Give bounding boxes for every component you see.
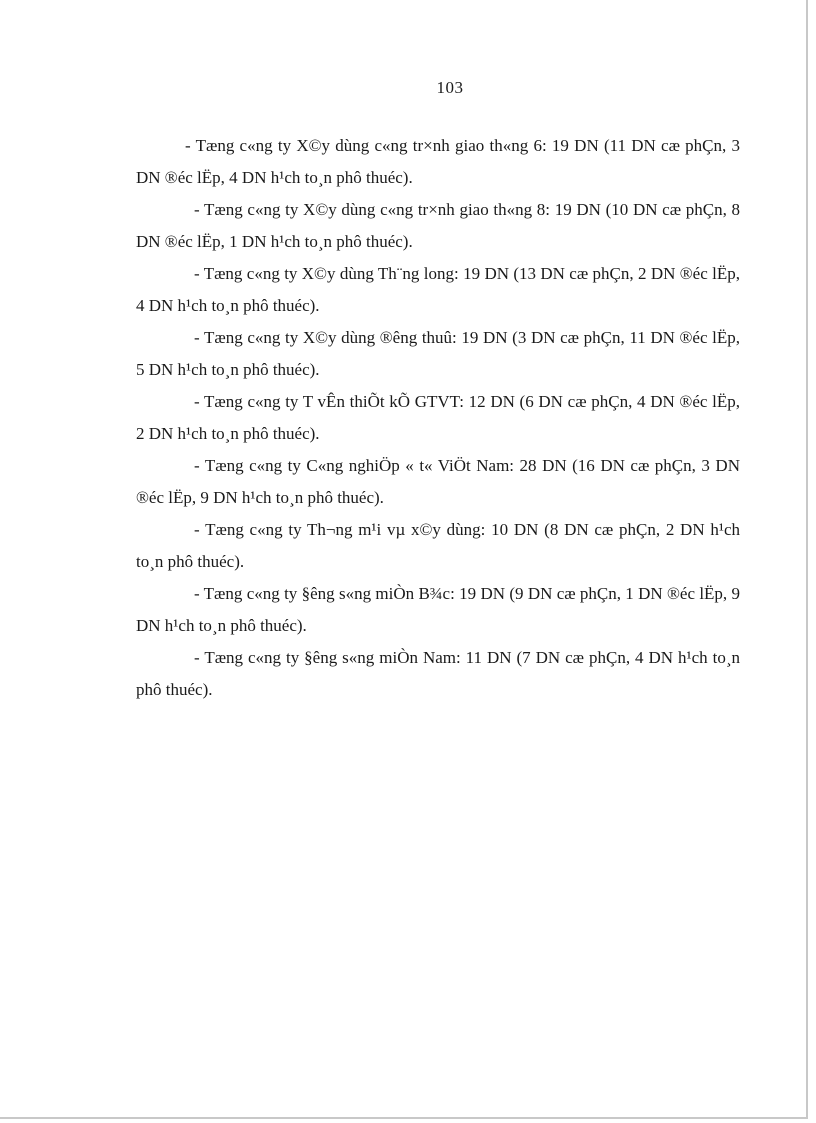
- paragraph-corporation-2: - Tæng c«ng ty X©y dùng c«ng tr×nh giao th«ng 8: 19 DN (10 DN cæ phÇn, 8 DN ®éc lËp, 1 DN h¹ch to¸n phô thuéc).: [136, 200, 740, 251]
- paragraph-corporation-7: - Tæng c«ng ty Th¬ng m¹i vµ x©y dùng: 10 DN (8 DN cæ phÇn, 2 DN h¹ch to¸n phô thuéc).: [136, 520, 740, 571]
- paragraph-corporation-9: - Tæng c«ng ty §êng s«ng miÒn Nam: 11 DN (7 DN cæ phÇn, 4 DN h¹ch to¸n phô thuéc).: [136, 648, 740, 699]
- paragraph-corporation-6: - Tæng c«ng ty C«ng nghiÖp « t« ViÖt Nam: 28 DN (16 DN cæ phÇn, 3 DN ®éc lËp, 9 DN h¹ch to¸n phô thuéc).: [136, 456, 740, 507]
- paragraph-corporation-4: - Tæng c«ng ty X©y dùng ®êng thuû: 19 DN (3 DN cæ phÇn, 11 DN ®éc lËp, 5 DN h¹ch to¸n phô thuéc).: [136, 328, 740, 379]
- page-number: 103: [436, 78, 464, 97]
- document-body: [136, 130, 740, 706]
- paragraph-corporation-1: - Tæng c«ng ty X©y dùng c«ng tr×nh giao th«ng 6: 19 DN (11 DN cæ phÇn, 3 DN ®éc lËp, 4 DN h¹ch to¸n phô thuéc).: [136, 136, 740, 187]
- paragraph-corporation-8: - Tæng c«ng ty §êng s«ng miÒn B¾c: 19 DN (9 DN cæ phÇn, 1 DN ®éc lËp, 9 DN h¹ch to¸n phô thuéc).: [136, 584, 740, 635]
- paragraph-corporation-5: - Tæng c«ng ty T vÊn thiÕt kÕ GTVT: 12 DN (6 DN cæ phÇn, 4 DN ®éc lËp, 2 DN h¹ch to¸n phô thuéc).: [136, 392, 740, 443]
- paragraph-corporation-3: - Tæng c«ng ty X©y dùng Th¨ng long: 19 DN (13 DN cæ phÇn, 2 DN ®éc lËp, 4 DN h¹ch to¸n phô thuéc).: [136, 264, 740, 315]
